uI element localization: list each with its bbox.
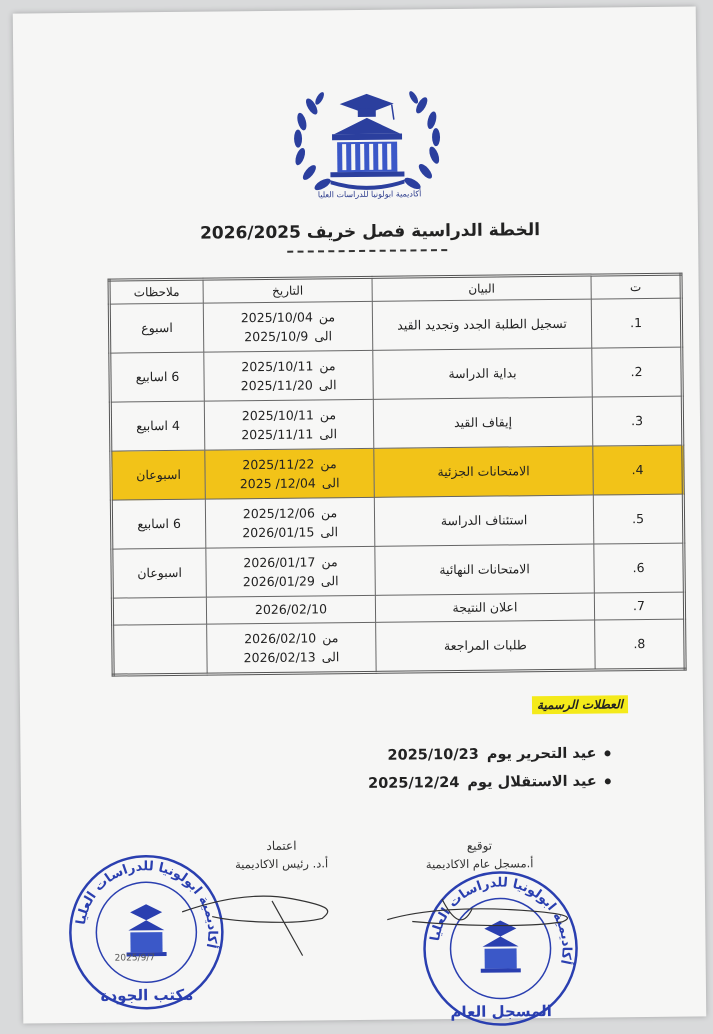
- row-number: 7.: [594, 592, 684, 620]
- laurel-left-icon: [293, 91, 333, 193]
- holidays-list: [320, 739, 611, 798]
- stamp-emblem-icon: [126, 904, 167, 956]
- row-description: طلبات المراجعة: [376, 620, 596, 672]
- row-date: 2026/02/10: [206, 595, 375, 624]
- holiday-label: عيد التحرير يوم: [486, 745, 597, 763]
- row-number: 8.: [595, 619, 686, 670]
- laurel-right-icon: [402, 90, 442, 192]
- to-label: الى: [321, 475, 340, 491]
- to-label: الى: [321, 649, 340, 665]
- logo-caption: أكاديمية ابولونيا للدراسات العليا: [317, 189, 422, 200]
- row-date-range: [207, 622, 377, 674]
- row-notes: 6 اسابيع: [111, 499, 206, 549]
- from-date: 2025/10/04: [240, 309, 313, 325]
- holiday-date: 2025/10/23: [387, 746, 479, 764]
- row-date-range: [204, 350, 374, 401]
- bullet-icon: [605, 778, 611, 784]
- row-date-range: [204, 399, 374, 450]
- from-date: 2025/10/11: [241, 358, 314, 374]
- header-number: ت: [591, 274, 681, 299]
- row-notes: اسبوع: [109, 303, 204, 353]
- to-date: 2026/02/13: [243, 649, 316, 666]
- row-number: 4.: [593, 445, 684, 495]
- to-label: الى: [318, 377, 337, 393]
- row-number: 2.: [592, 347, 683, 397]
- to-label: الى: [320, 573, 339, 589]
- from-label: من: [318, 308, 336, 325]
- table-row-highlighted: [111, 445, 683, 500]
- to-date: 2025 /12/04: [239, 475, 316, 492]
- from-date: 2025/10/11: [241, 407, 314, 423]
- row-description: استئناف الدراسة: [374, 495, 594, 546]
- from-date: 2026/01/17: [243, 554, 316, 570]
- to-date: 2026/01/15: [242, 524, 315, 541]
- row-description: تسجيل الطلبة الجدد وتجديد القيد: [372, 299, 592, 350]
- from-date: 2025/12/06: [242, 505, 315, 521]
- from-date: 2025/11/22: [242, 456, 315, 472]
- from-label: من: [321, 553, 338, 570]
- to-date: 2026/01/29: [242, 573, 315, 590]
- row-number: 6.: [594, 543, 685, 593]
- approval-signature-block: [211, 838, 351, 871]
- row-date-range: [206, 546, 376, 597]
- holidays-heading: العطلات الرسمية: [532, 695, 628, 714]
- approval-label: اعتماد: [266, 838, 297, 853]
- registrar-signature-icon: [382, 888, 583, 950]
- header-description: البيان: [372, 275, 591, 301]
- to-label: الى: [320, 524, 339, 540]
- academy-logo: [281, 75, 452, 207]
- row-notes: 6 اسابيع: [110, 352, 205, 402]
- row-number: 5.: [593, 494, 684, 544]
- registrar-signature-block: [419, 838, 539, 871]
- table-row: [113, 619, 685, 675]
- to-date: 2025/11/11: [241, 426, 314, 443]
- header-date: التاريخ: [203, 277, 372, 303]
- table-row: [112, 543, 684, 598]
- to-label: الى: [319, 426, 338, 442]
- study-plan-table: [108, 273, 687, 677]
- row-description: الامتحانات الجزئية: [374, 446, 594, 497]
- from-label: من: [320, 504, 338, 521]
- to-label: الى: [314, 328, 333, 344]
- row-notes: [112, 597, 206, 625]
- bullet-icon: [604, 750, 610, 756]
- from-label: من: [319, 357, 336, 374]
- holiday-label: عيد الاستقلال يوم: [467, 773, 597, 791]
- document-page: [13, 6, 707, 1023]
- holiday-date: 2025/12/24: [367, 774, 460, 792]
- row-notes: اسبوعان: [111, 450, 206, 500]
- table-row: [110, 347, 682, 402]
- from-label: من: [319, 406, 337, 423]
- list-item: [321, 767, 611, 798]
- stamp-handwritten-date: 2025/9/7: [114, 953, 156, 964]
- row-number: 1.: [591, 298, 682, 348]
- from-label: من: [320, 455, 337, 472]
- stamp-bottom-text: مكتب الجودة: [100, 985, 194, 1005]
- row-notes: 4 اسابيع: [110, 401, 205, 451]
- row-date-range: [205, 497, 375, 548]
- approval-name: أ.د. رئيس الاكاديمية: [234, 856, 329, 872]
- stamp-bottom-text: المسجل العام: [450, 1002, 552, 1022]
- building-icon: [334, 118, 400, 135]
- table-row: [109, 298, 681, 353]
- row-date-range: [203, 301, 373, 352]
- row-number: 3.: [592, 396, 683, 446]
- from-date: 2026/02/10: [244, 630, 317, 646]
- row-description: الامتحانات النهائية: [375, 544, 595, 595]
- registrar-label: توقيع: [466, 838, 493, 853]
- stamp-ring-text: أكاديمية ابولونيا للدراسات العليا: [428, 875, 574, 966]
- row-notes: اسبوعان: [112, 548, 207, 598]
- from-label: من: [322, 629, 339, 646]
- row-notes: [113, 624, 208, 675]
- stamp-ring-text: أكاديمية ابولونيا للدراسات العليا: [73, 859, 220, 950]
- row-description: بداية الدراسة: [373, 348, 593, 399]
- approval-signature-icon: [172, 870, 343, 962]
- row-date-range: [205, 448, 375, 499]
- to-date: 2025/11/20: [240, 377, 313, 394]
- row-description: إيقاف القيد: [373, 397, 593, 448]
- header-notes: ملاحظات: [109, 279, 203, 304]
- list-item: [320, 739, 610, 770]
- title-underline: [287, 249, 447, 253]
- document-title: الخطة الدراسية فصل خريف 2026/2025: [199, 220, 541, 244]
- registrar-name: أ.مسجل عام الاكاديمية: [425, 856, 534, 872]
- table-row: [110, 396, 682, 451]
- row-description: اعلان النتيجة: [375, 593, 594, 622]
- table-row: [111, 494, 683, 549]
- to-date: 2025/10/9: [244, 328, 309, 345]
